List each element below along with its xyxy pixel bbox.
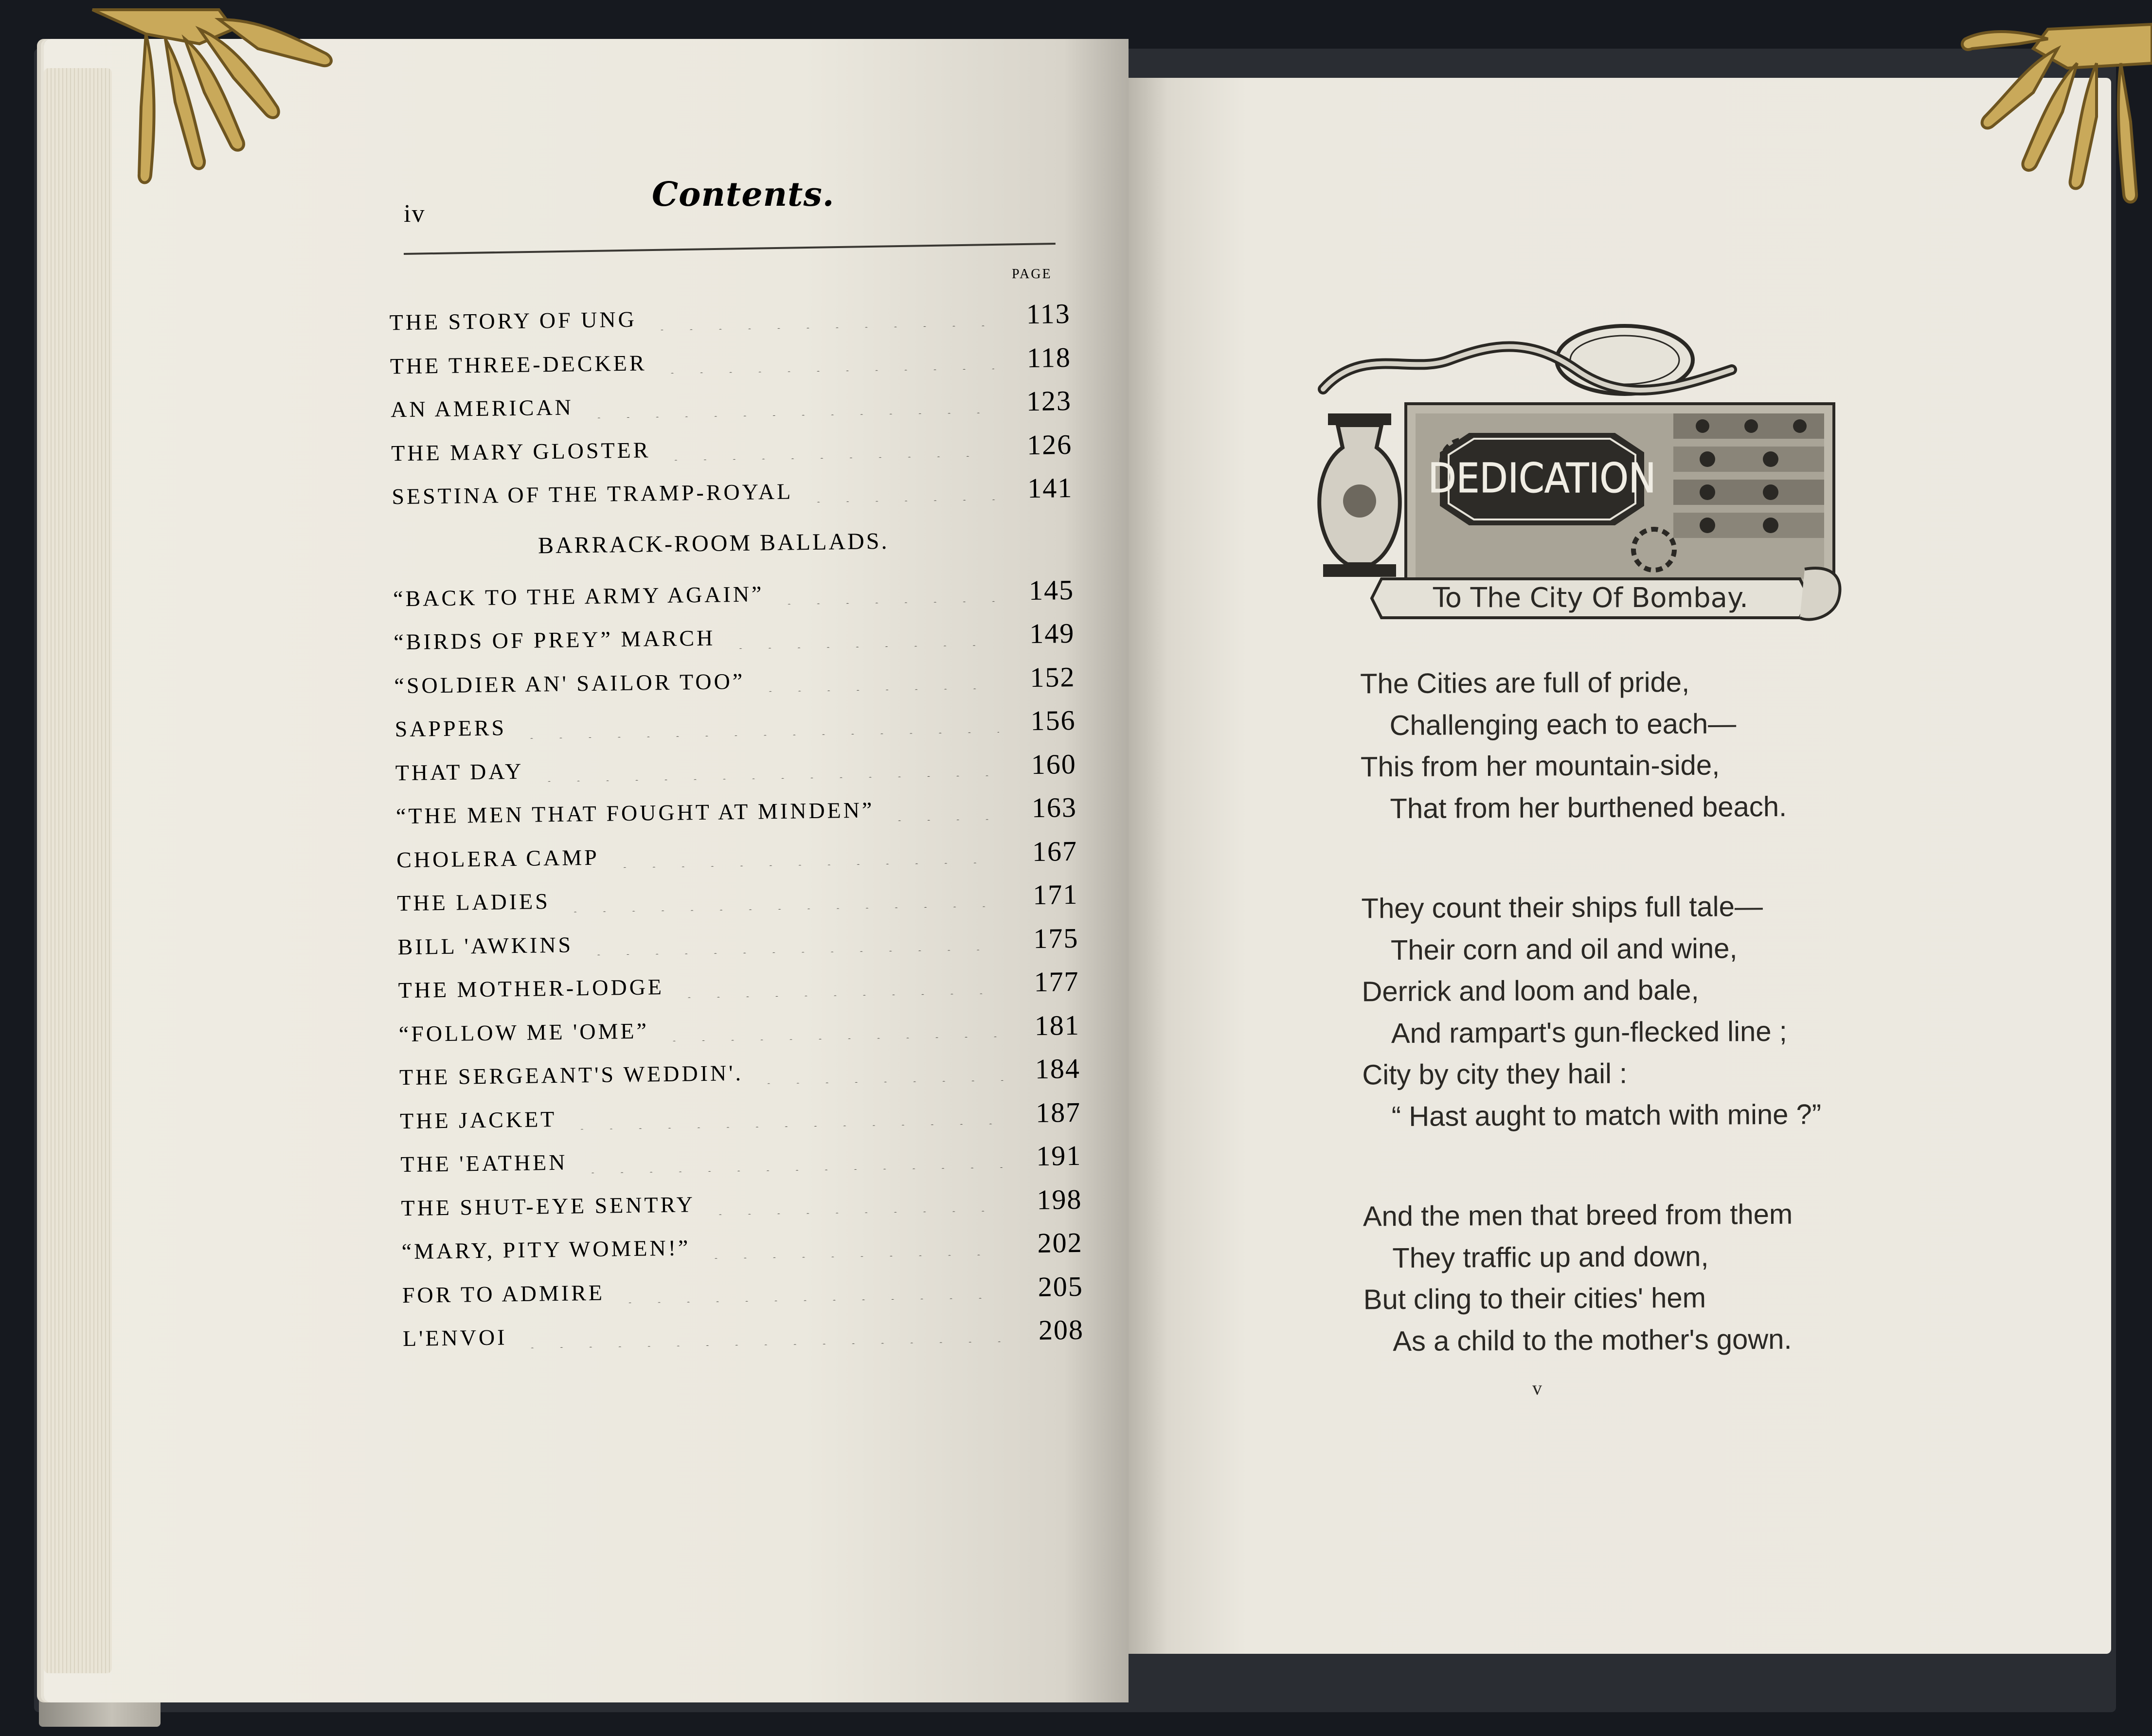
toc-entry-page: 208 bbox=[1038, 1314, 1084, 1346]
toc-entry-page: 171 bbox=[1032, 878, 1078, 911]
dedication-poem bbox=[1360, 660, 1996, 1421]
leader-dots bbox=[754, 1058, 1004, 1084]
toc-group-ballads bbox=[393, 568, 1084, 1360]
vase-icon bbox=[1319, 413, 1400, 577]
toc-entry-title: SAPPERS bbox=[395, 715, 507, 742]
toc-entry-page: 152 bbox=[1029, 661, 1076, 693]
toc-entry-title: THE 'EATHEN bbox=[400, 1149, 568, 1177]
toc-entry-page: 198 bbox=[1036, 1183, 1082, 1216]
toc-entry-title: THE LADIES bbox=[397, 889, 551, 916]
leader-dots bbox=[518, 1320, 1007, 1348]
poem-stanza bbox=[1360, 660, 1993, 830]
poem-stanza bbox=[1361, 885, 1995, 1138]
leader-dots bbox=[610, 841, 1001, 868]
toc-entry-title: L'ENVOI bbox=[402, 1324, 507, 1351]
leader-dots bbox=[726, 623, 998, 649]
toc-group-poems bbox=[389, 292, 1073, 519]
leader-dots bbox=[615, 1276, 1006, 1304]
toc-entry-title: “THE MEN THAT FOUGHT AT MINDEN” bbox=[395, 797, 875, 829]
toc-entry-title: THAT DAY bbox=[395, 758, 524, 785]
leader-dots bbox=[584, 391, 995, 418]
toc-entry-page: 175 bbox=[1033, 922, 1079, 954]
toc-entry-page: 191 bbox=[1036, 1140, 1082, 1172]
leader-dots bbox=[647, 304, 993, 330]
toc-entry-title: FOR TO ADMIRE bbox=[402, 1280, 605, 1307]
section-heading: BARRACK-ROOM BALLADS. bbox=[538, 528, 889, 559]
toc-entry-title: AN AMERICAN bbox=[390, 394, 574, 422]
toc-entry-page: 205 bbox=[1038, 1270, 1084, 1303]
poem-line: That from her burthened beach. bbox=[1390, 790, 1787, 824]
leader-dots bbox=[578, 1145, 1004, 1173]
leader-dots bbox=[885, 797, 1000, 821]
toc-entry-title: “BACK TO THE ARMY AGAIN” bbox=[393, 581, 764, 611]
toc-entry-title: “BIRDS OF PREY” MARCH bbox=[393, 625, 716, 655]
poem-line: But cling to their cities' hem bbox=[1363, 1282, 1706, 1316]
toc-entry-title: “FOLLOW ME 'OME” bbox=[398, 1018, 649, 1046]
banner-subtitle: To The City Of Bombay. bbox=[1433, 582, 1748, 614]
poem-line: City by city they hail : bbox=[1362, 1057, 1628, 1091]
page-column-label: PAGE bbox=[1012, 267, 1052, 282]
leader-dots bbox=[657, 347, 994, 374]
toc-entry-page: 181 bbox=[1034, 1009, 1080, 1041]
toc-entry-page: 149 bbox=[1029, 617, 1075, 650]
toc-entry-title: THE THREE-DECKER bbox=[390, 350, 647, 379]
poem-line: This from her mountain-side, bbox=[1360, 749, 1720, 783]
toc-entry-title: “SOLDIER AN' SAILOR TOO” bbox=[394, 668, 745, 698]
poem-line: Derrick and loom and bale, bbox=[1362, 974, 1699, 1008]
toc-entry-title: THE SERGEANT'S WEDDIN'. bbox=[399, 1060, 744, 1090]
toc-entry bbox=[402, 1308, 1084, 1360]
toc-entry-title: THE MARY GLOSTER bbox=[391, 437, 651, 466]
toc-entry-page: 141 bbox=[1027, 472, 1073, 504]
left-folio: iv bbox=[404, 200, 426, 228]
toc-entry-page: 118 bbox=[1026, 341, 1072, 374]
toc-entry-page: 126 bbox=[1026, 428, 1073, 461]
toc-entry-title: CHOLERA CAMP bbox=[396, 844, 600, 872]
toc-entry-title: BILL 'AWKINS bbox=[397, 932, 574, 959]
toc-entry-page: 123 bbox=[1026, 385, 1072, 417]
leader-dots bbox=[567, 1102, 1004, 1130]
leader-dots bbox=[560, 884, 1001, 913]
leader-dots bbox=[660, 1015, 1003, 1041]
toc-entry-title: “MARY, PITY WOMEN!” bbox=[401, 1235, 691, 1264]
leader-dots bbox=[661, 434, 995, 461]
toc-entry-page: 145 bbox=[1028, 573, 1075, 606]
poem-line: As a child to the mother's gown. bbox=[1393, 1323, 1792, 1357]
poem-line: The Cities are full of pride, bbox=[1360, 666, 1690, 700]
toc-entry-page: 156 bbox=[1030, 704, 1076, 737]
toc-entry-page: 160 bbox=[1031, 748, 1077, 780]
leader-dots bbox=[774, 579, 997, 605]
right-folio: v bbox=[1532, 1377, 1542, 1399]
toc-entry-title: SESTINA OF THE TRAMP-ROYAL bbox=[392, 479, 793, 509]
toc-entry bbox=[392, 466, 1073, 519]
toc-entry-page: 202 bbox=[1037, 1227, 1083, 1259]
poem-line: “ Hast aught to match with mine ?” bbox=[1391, 1098, 1822, 1132]
poem-line: Their corn and oil and wine, bbox=[1390, 932, 1738, 966]
poem-line: Challenging each to each— bbox=[1389, 707, 1737, 741]
page-edges bbox=[44, 68, 112, 1673]
toc-entry-page: 187 bbox=[1035, 1096, 1081, 1128]
toc-entry-page: 177 bbox=[1034, 966, 1079, 998]
leader-dots bbox=[701, 1233, 1006, 1259]
brass-hand-icon bbox=[1960, 10, 2152, 224]
leader-dots bbox=[534, 753, 1000, 782]
leader-dots bbox=[804, 478, 996, 502]
table-of-contents bbox=[389, 292, 1084, 1360]
poem-line: And the men that breed from them bbox=[1363, 1198, 1793, 1233]
poem-line: They traffic up and down, bbox=[1392, 1240, 1709, 1274]
poem-line: They count their ships full tale— bbox=[1361, 891, 1763, 925]
leader-dots bbox=[706, 1189, 1005, 1215]
poem-stanza bbox=[1363, 1193, 1996, 1362]
running-head: Contents. bbox=[652, 175, 835, 214]
leader-dots bbox=[517, 710, 999, 739]
leader-dots bbox=[584, 928, 1002, 955]
toc-entry-page: 113 bbox=[1026, 298, 1071, 330]
toc-entry-page: 167 bbox=[1032, 835, 1078, 867]
banner-title: DEDICATION bbox=[1428, 454, 1656, 502]
leader-dots bbox=[675, 971, 1003, 998]
toc-entry-title: THE MOTHER-LODGE bbox=[398, 974, 664, 1003]
toc-entry-title: THE STORY OF UNG bbox=[389, 306, 637, 335]
poem-line: And rampart's gun-flecked line ; bbox=[1391, 1015, 1787, 1049]
leader-dots bbox=[755, 666, 999, 692]
toc-entry-page: 163 bbox=[1031, 791, 1077, 824]
toc-entry-title: THE SHUT-EYE SENTRY bbox=[401, 1192, 696, 1220]
toc-entry-page: 184 bbox=[1035, 1053, 1081, 1085]
brass-hand-icon bbox=[73, 0, 345, 190]
toc-entry-title: THE JACKET bbox=[399, 1106, 557, 1133]
dedication-banner bbox=[1304, 316, 1868, 627]
